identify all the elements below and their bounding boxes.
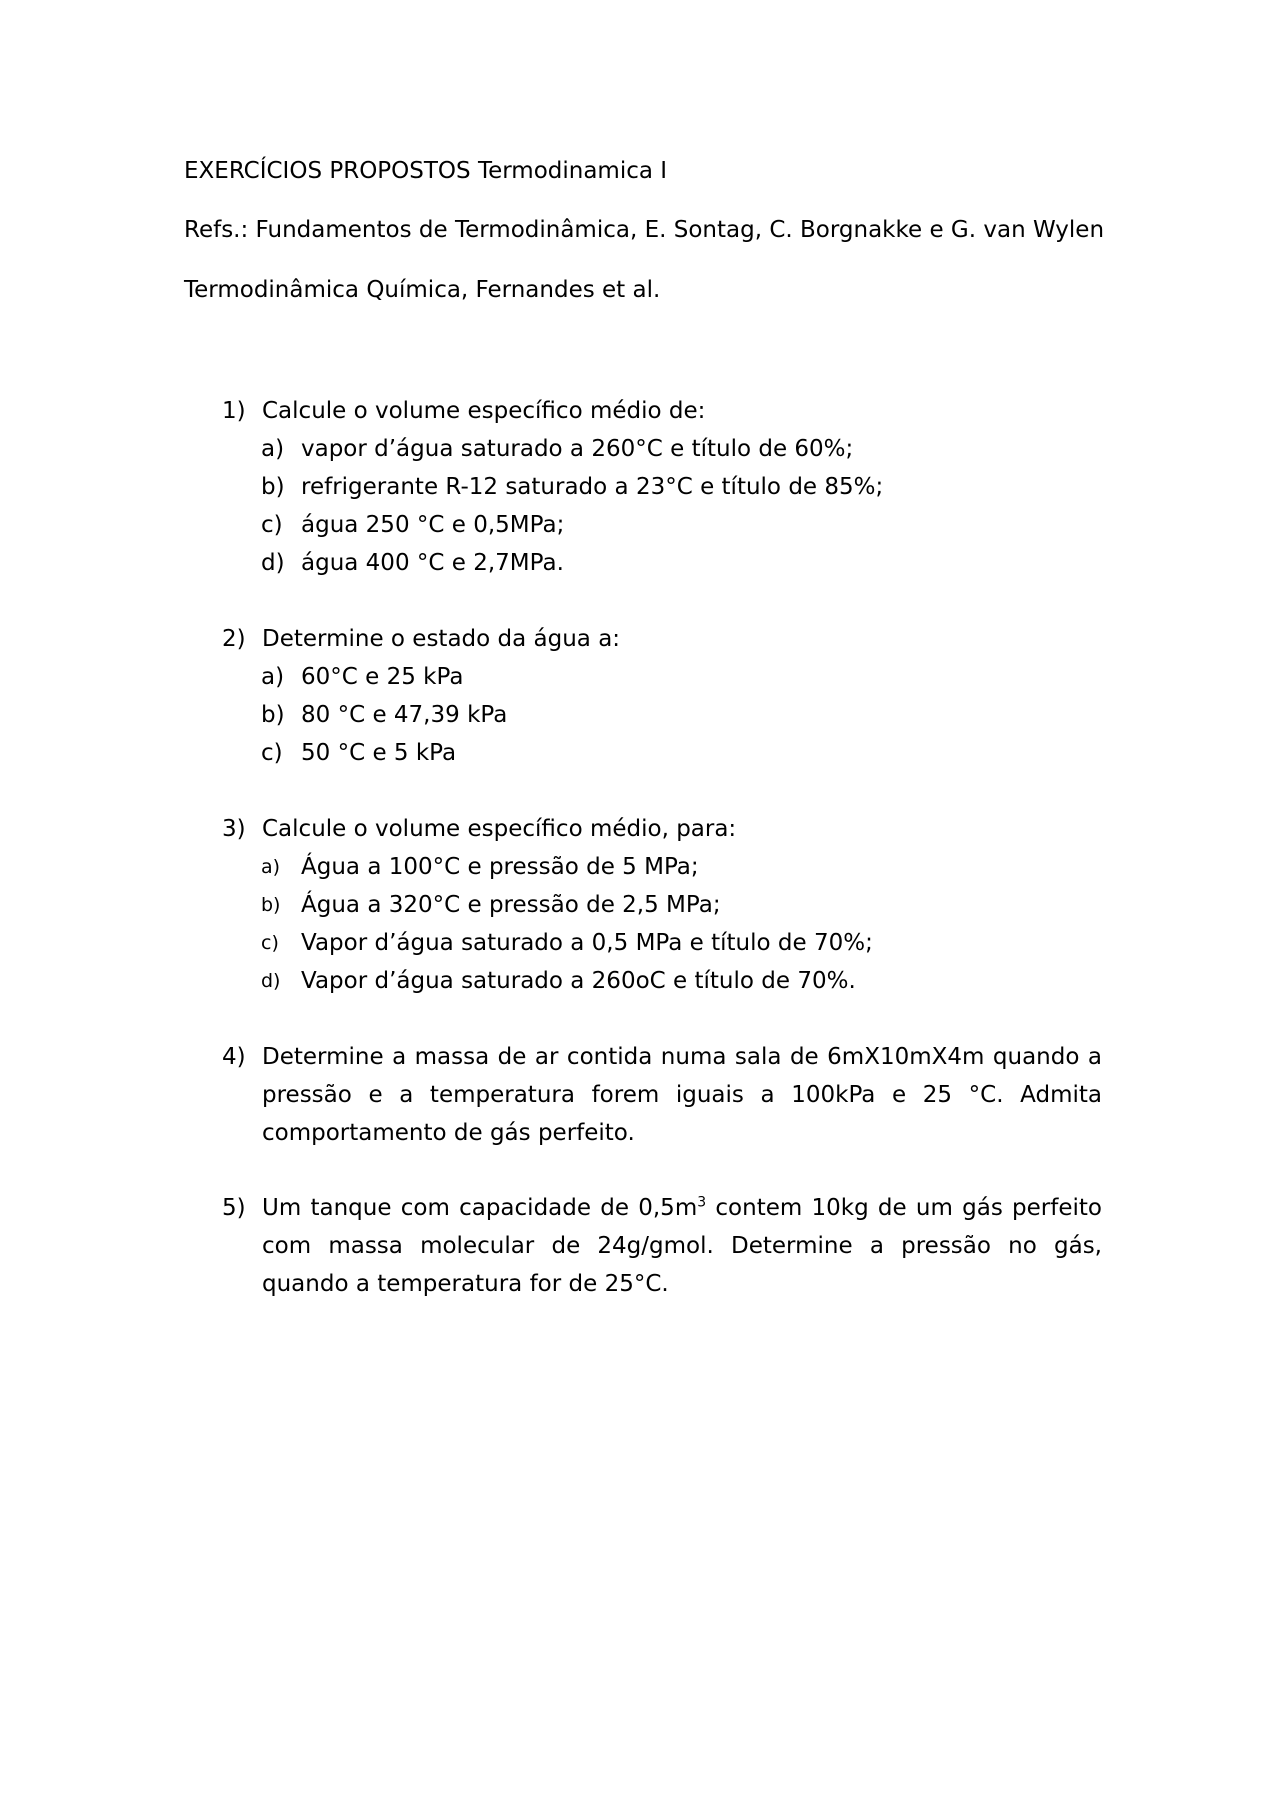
question-5 xyxy=(222,1189,1102,1303)
references-line-1: Refs.: Fundamentos de Termodinâmica, E. Sontag, C. Borgnakke e G. van Wylen xyxy=(184,217,1105,243)
sub-item-label: b) xyxy=(261,474,285,500)
question-3 xyxy=(222,810,1102,1000)
question-number: 1) xyxy=(222,398,246,424)
sub-item-list xyxy=(222,430,1102,582)
question-text: Determine o estado da água a: xyxy=(262,626,621,652)
sub-item-text: vapor d’água saturado a 260°C e título de 60%; xyxy=(301,436,854,462)
question-1 xyxy=(222,392,1102,582)
sub-item xyxy=(222,734,1102,772)
question-text xyxy=(262,1189,1102,1303)
sub-item-text: 60°C e 25 kPa xyxy=(301,664,464,690)
question-text: Calcule o volume específico médio, para: xyxy=(262,816,737,842)
sub-item xyxy=(222,696,1102,734)
question-text: Determine a massa de ar contida numa sala de 6mX10mX4m quando a pressão e a temperatura forem iguais a 100kPa e 25 °C. Admita comportamento de gás perfeito. xyxy=(262,1044,1102,1146)
question-number: 5) xyxy=(222,1195,246,1221)
sub-item-label: c) xyxy=(261,932,279,954)
question-number: 4) xyxy=(222,1044,246,1070)
sub-item-text: Água a 320°C e pressão de 2,5 MPa; xyxy=(301,892,721,918)
sub-item xyxy=(222,506,1102,544)
sub-item-text: água 250 °C e 0,5MPa; xyxy=(301,512,565,538)
document-title: EXERCÍCIOS PROPOSTOS Termodinamica I xyxy=(184,158,668,184)
sub-item-text: Vapor d’água saturado a 260oC e título de 70%. xyxy=(301,968,856,994)
sub-item-label: d) xyxy=(261,970,281,992)
sub-item-text: Vapor d’água saturado a 0,5 MPa e título de 70%; xyxy=(301,930,873,956)
sub-item-label: c) xyxy=(261,512,283,538)
references-line-2: Termodinâmica Química, Fernandes et al. xyxy=(184,277,661,303)
question-text: Calcule o volume específico médio de: xyxy=(262,398,706,424)
sub-item xyxy=(222,430,1102,468)
sub-item-label: b) xyxy=(261,894,281,916)
question-4 xyxy=(222,1038,1102,1152)
sub-item xyxy=(222,924,1102,962)
sub-item-text: 80 °C e 47,39 kPa xyxy=(301,702,508,728)
sub-item-label: c) xyxy=(261,740,283,766)
sub-item-label: b) xyxy=(261,702,285,728)
sub-item-list xyxy=(222,848,1102,1000)
sub-item xyxy=(222,962,1102,1000)
sub-item-label: a) xyxy=(261,856,281,878)
sub-item-label: d) xyxy=(261,550,285,576)
superscript-exponent: 3 xyxy=(697,1194,707,1211)
sub-item xyxy=(222,658,1102,696)
question-number: 2) xyxy=(222,626,246,652)
question-2 xyxy=(222,620,1102,772)
sub-item xyxy=(222,468,1102,506)
sub-item xyxy=(222,848,1102,886)
question-text-part: contem 10kg de um gás perfeito com massa molecular de 24g/gmol. Determine a pressão no gás, quando a temperatura for de 25°C. xyxy=(262,1195,1102,1297)
sub-item-text: Água a 100°C e pressão de 5 MPa; xyxy=(301,854,699,880)
sub-item-text: água 400 °C e 2,7MPa. xyxy=(301,550,564,576)
sub-item xyxy=(222,886,1102,924)
sub-item xyxy=(222,544,1102,582)
sub-item-text: refrigerante R-12 saturado a 23°C e título de 85%; xyxy=(301,474,884,500)
sub-item-text: 50 °C e 5 kPa xyxy=(301,740,457,766)
sub-item-label: a) xyxy=(261,436,285,462)
question-number: 3) xyxy=(222,816,246,842)
question-text-part: Um tanque com capacidade de 0,5m xyxy=(262,1195,698,1221)
sub-item-label: a) xyxy=(261,664,285,690)
sub-item-list xyxy=(222,658,1102,772)
